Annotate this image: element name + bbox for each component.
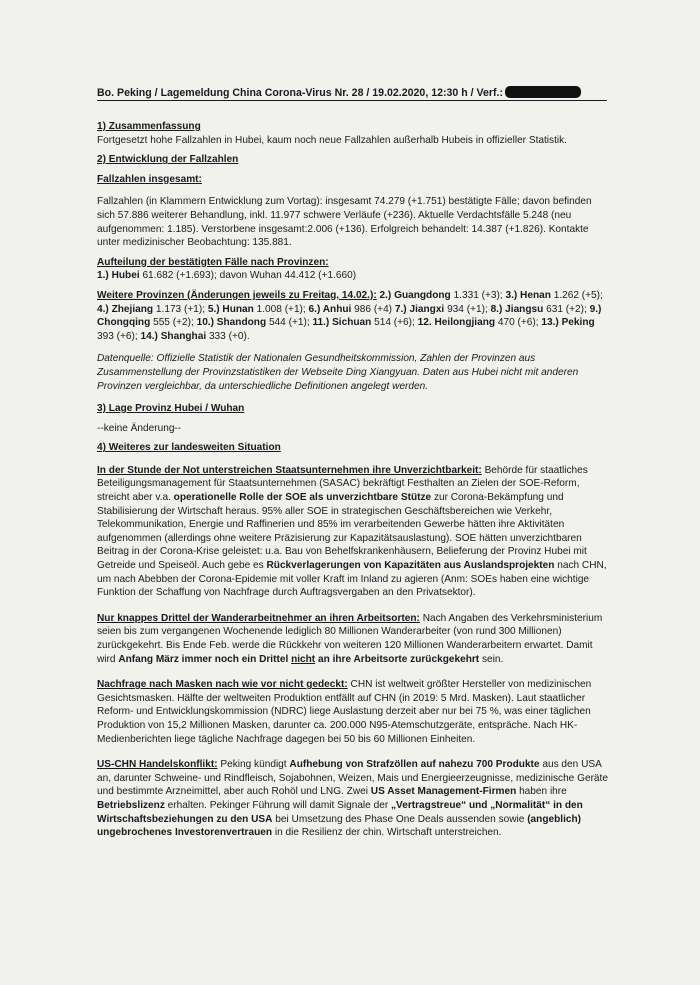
province-item: 9.) Chongqing 555 (+2);	[97, 303, 602, 329]
section-1-text: Fortgesetzt hohe Fallzahlen in Hubei, kaum noch neue Fallzahlen außerhalb Hubeis in offizieller Statistik.	[97, 134, 567, 146]
section-3-heading: 3) Lage Provinz Hubei / Wuhan	[97, 403, 245, 415]
paragraph-soe: In der Stunde der Not unterstreichen Staatsunternehmen ihre Unverzichtbarkeit: Behörde für staatliches Beteiligungsmanagement für Staatsunternehmen (SASAC) bekräftigt Festhalten an Zielen der SOE-Reform, streicht aber v.a. operationelle Rolle der SOE als unverzichtbare Stütze zur Corona-Bekämpfung und Stabilisierung der Wirtschaft heraus. 95% aller SOE in strategischen Geschäftsbereichen wie Verkehr, Telekommunikation, Energie und Raffinerien und 85% im verarbeitenden Gewerbe hätten ihre Aktivitäten aufgenommen (allerdings ohne weitere Präzisierung zur Kapazitätsauslastung). SOE hätten unverzichtbaren Beitrag in der Corona-Krise geleistet: u.a. Bau von Behelfskrankenhäusern, Belieferung der Provinz Hubei mit Getreide und Speiseöl. Auch gebe es Rückverlagerungen von Kapazitäten aus Auslandsprojekten nach CHN, um nach Abebben der Corona-Epidemie mit voller Kraft im Inland zu agieren (Anm: SOEs haben eine wichtige Funktion der Schaffung von Nachfrage durch Auftragsvergaben an den Privatsektor).	[97, 464, 607, 599]
hubei-line	[97, 269, 612, 283]
province-item: 6.) Anhui 986 (+4)	[308, 303, 393, 315]
province-item: 14.) Shanghai 333 (+0).	[140, 330, 250, 342]
province-item: 5.) Hunan 1.008 (+1);	[207, 303, 306, 315]
province-list	[97, 289, 612, 343]
case-totals-text: Fallzahlen (in Klammern Entwicklung zum Vortag): insgesamt 74.279 (+1.751) bestätigte Fälle; davon befinden sich 57.886 weiterer Behandlung, inkl. 11.977 schwere Verläufe (+236). Aktuelle Verdachtsfälle 5.248 (neu aufgenommen: 1.185). Verstorbene insgesamt:2.006 (+136). Erfolgreich behandelt: 14.387 (+1.826). Kontakte unter medizinischer Beobachtung: 135.881.	[97, 196, 592, 249]
document-header	[97, 86, 607, 101]
paragraph-migrant-workers: Nur knappes Drittel der Wanderarbeitnehmer an ihren Arbeitsorten: Nach Angaben des Verkehrsministerium seien bis zum vergangenen Wochenende lediglich 80 Millionen Wanderarbeiter (von rund 300 Millionen) zurückgekehrt. Bis Ende Feb. werde die Rückkehr von weiteren 120 Millionen Wanderarbeitern erwartet. Damit wird Anfang März immer noch ein Drittel nicht an ihre Arbeitsorte zurückgekehrt sein.	[97, 612, 603, 665]
hubei-value: 61.682 (+1.693); davon Wuhan 44.412 (+1.660)	[142, 270, 357, 282]
redaction-bar	[505, 86, 581, 98]
data-source-note: Datenquelle: Offizielle Statistik der Nationalen Gesundheitskommission, Zahlen der Provinzen aus Zusammenstellung der Provinzstatistiken der Webseite Ding Xiangyuan. Daten aus Hubei nicht mit anderen Provinzen vergleichbar, da unterschiedliche Definitionen angelegt werden.	[97, 353, 579, 392]
header-title: Bo. Peking / Lagemeldung China Corona-Virus Nr. 28 / 19.02.2020, 12:30 h / Verf.:	[97, 87, 504, 99]
section-3-text: --keine Änderung--	[97, 422, 182, 434]
province-item: 7.) Jiangxi 934 (+1);	[394, 303, 488, 315]
province-item: 10.) Shandong 544 (+1);	[196, 317, 310, 329]
section-4-heading: 4) Weiteres zur landesweiten Situation	[97, 442, 281, 454]
section-2-heading: 2) Entwicklung der Fallzahlen	[97, 154, 239, 166]
case-totals-heading: Fallzahlen insgesamt:	[97, 173, 202, 185]
province-item: 12. Heilongjiang 470 (+6);	[417, 317, 539, 329]
hubei-label: 1.) Hubei	[97, 270, 140, 282]
section-1-heading: 1) Zusammenfassung	[97, 121, 201, 132]
document-body	[97, 120, 612, 840]
province-item: 2.) Guangdong 1.331 (+3);	[379, 289, 503, 301]
province-item: 3.) Henan 1.262 (+5);	[505, 289, 603, 301]
province-item: 11.) Sichuan 514 (+6);	[312, 317, 415, 329]
province-item: 13.) Peking 393 (+6);	[97, 317, 595, 342]
paragraph-masks: Nachfrage nach Masken nach wie vor nicht gedeckt: CHN ist weltweit größter Hersteller von medizinischen Gesichtsmasken. Hälfte der weltweiten Produktion entfällt auf CHN (in 2019: 5 Mrd. Masken). Laut staatlicher Reform- und Entwicklungskommission (NDRC) liege Auslastung derzeit aber nur bei 75 %, was einer täglichen Produktion von 15,2 Millionen Masken, darunter ca. 200.000 N95-Atemschutzgeräte, entspräche. Nach HK-Medienberichten liege tägliche Nachfrage dagegen bei 50 bis 60 Millionen Einheiten.	[97, 679, 592, 745]
province-item: 8.) Jiangsu 631 (+2);	[490, 303, 587, 315]
provinces-heading: Weitere Provinzen (Änderungen jeweils zu Freitag, 14.02.):	[97, 289, 377, 301]
paragraph-trade-conflict: US-CHN Handelskonflikt: Peking kündigt Aufhebung von Strafzöllen auf nahezu 700 Produkte aus den USA an, darunter Schweine- und Rindfleisch, Sojabohnen, Weizen, Mais und Energieerzeugnisse, medizinische Geräte und bestimmte Arzneimittel, aber auch Rohöl und LNG. Zwei US Asset Management-Firmen haben ihre Betriebslizenz erhalten. Pekinger Führung will damit Signale der „Vertragstreue“ und „Normalität“ in den Wirtschaftsbeziehungen zu den USA bei Umsetzung des Phase One Deals aussenden sowie (angeblich) ungebrochenes Investorenvertrauen in die Resilienz der chin. Wirtschaft unterstreichen.	[97, 759, 608, 839]
province-breakdown-heading: Aufteilung der bestätigten Fälle nach Provinzen:	[97, 256, 329, 268]
province-item: 4.) Zhejiang 1.173 (+1);	[97, 303, 206, 315]
